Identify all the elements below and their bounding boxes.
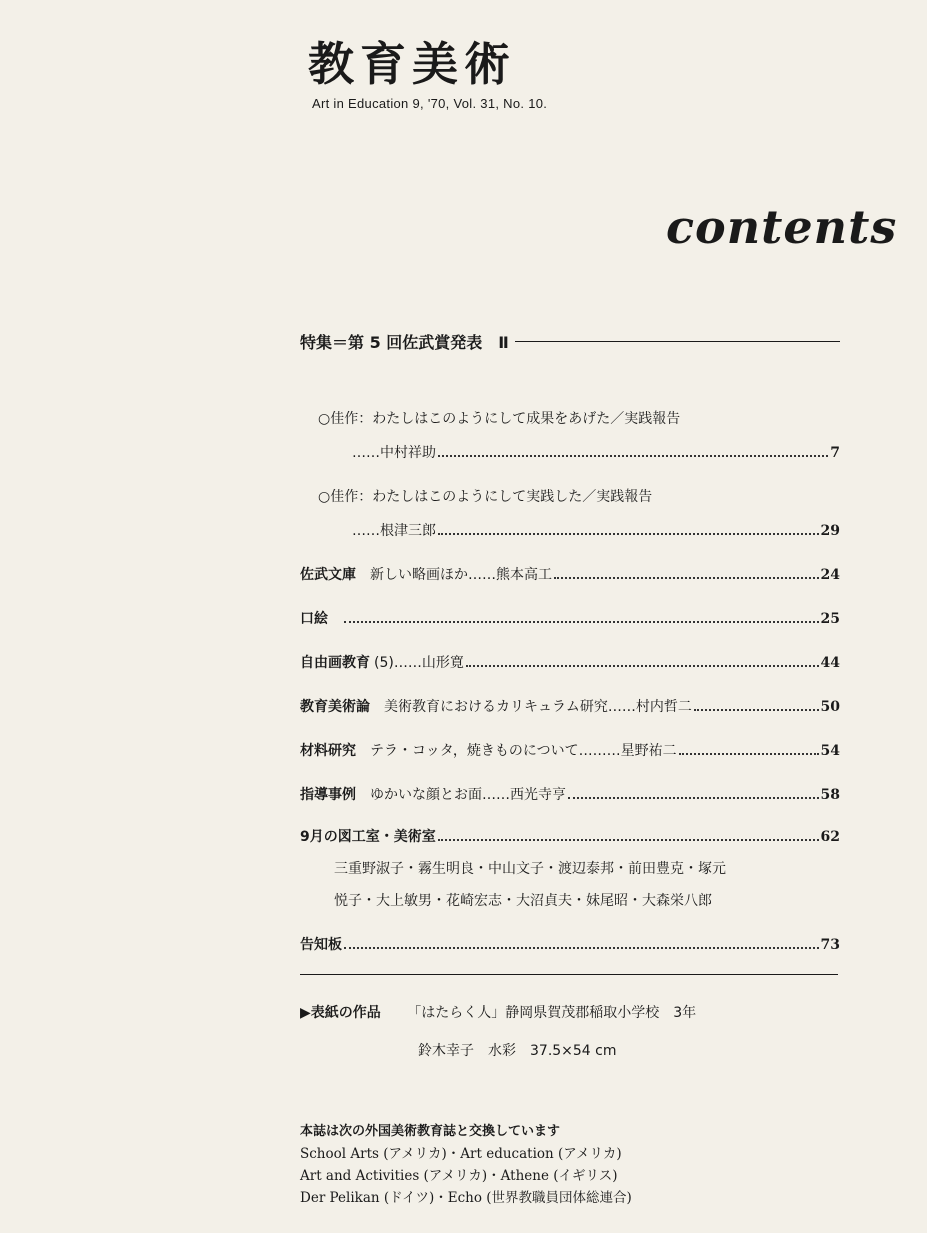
page-number: 62: [820, 829, 840, 845]
leader-dots: [344, 947, 819, 949]
toc-entry-shido: [300, 784, 840, 804]
toc-category: 材料研究: [300, 743, 356, 759]
leader-dots: [344, 621, 819, 623]
toc-text: (5)……山形寛: [374, 655, 464, 671]
toc-category: 告知板: [300, 937, 342, 953]
toc-category: 自由画教育: [300, 655, 370, 671]
page-number: 58: [820, 787, 840, 803]
toc-category: 教育美術論: [300, 699, 370, 715]
page-number: 24: [820, 567, 840, 583]
cover-line-2: 鈴木幸子 水彩 37.5×54 cm: [418, 1043, 617, 1059]
page-number: 54: [820, 743, 840, 759]
toc-entry-sabu-bunko: [300, 564, 840, 584]
leader-dots: [694, 709, 819, 711]
toc-category: 指導事例: [300, 787, 356, 803]
feature-header-text: 特集＝第 5 回佐武賞発表 Ⅱ: [300, 333, 509, 352]
issue-line: Art in Education 9, '70, Vol. 31, No. 10.: [312, 96, 548, 111]
page-number: 73: [820, 937, 840, 953]
feature-entry-2-author: ……根津三郎: [352, 523, 436, 539]
toc-category: 9月の図工室・美術室: [300, 829, 436, 845]
leader-dots: [554, 577, 819, 579]
toc-entry-bijutsuron: [300, 696, 840, 716]
feature-entry-1-author: ……中村祥助: [352, 445, 436, 461]
leader-dots: [438, 455, 828, 457]
toc-text: 新しい略画ほか……熊本高工: [370, 567, 552, 583]
cover-info: [300, 1002, 696, 1022]
page-number: 29: [820, 523, 840, 539]
toc-text: ゆかいな顔とお面……西光寺亨: [370, 787, 566, 803]
exchange-line-3: Der Pelikan (ドイツ)・Echo (世界教職員団体総連合): [300, 1190, 632, 1206]
toc-category: 佐武文庫: [300, 567, 356, 583]
exchange-line-1: School Arts (アメリカ)・Art education (アメリカ): [300, 1146, 622, 1162]
magazine-title: 教育美術: [308, 37, 516, 91]
contributors-line-2: 悦子・大上敏男・花崎宏志・大沼貞夫・妹尾昭・大森栄八郎: [334, 893, 712, 909]
leader-dots: [438, 533, 819, 535]
toc-entry-zairyo: [300, 740, 840, 760]
contents-heading: contents: [666, 200, 898, 254]
toc-text: 美術教育におけるカリキュラム研究……村内哲二: [384, 699, 692, 715]
page-number: 50: [820, 699, 840, 715]
page-number: 44: [820, 655, 840, 671]
cover-line-1: 「はたらく人」静岡県賀茂郡稲取小学校 3年: [407, 1005, 697, 1021]
exchange-line-2: Art and Activities (アメリカ)・Athene (イギリス): [300, 1168, 618, 1184]
toc-entry-zukoshitsu: [300, 826, 840, 846]
feature-header: [300, 330, 840, 353]
toc-text: テラ・コッタ，焼きものについて………星野祐二: [370, 743, 677, 759]
exchange-heading: 本誌は次の外国美術教育誌と交換しています: [300, 1124, 561, 1139]
cover-label: ▶表紙の作品: [300, 1005, 381, 1021]
feature-entry-2-author-row: [352, 520, 840, 540]
leader-dots: [679, 753, 819, 755]
feature-header-rule: [515, 341, 840, 342]
contributors-line-1: 三重野淑子・霧生明良・中山文子・渡辺泰邦・前田豊克・塚元: [334, 861, 726, 877]
toc-entry-jiyuga: [300, 652, 840, 672]
toc-category: 口絵: [300, 611, 328, 627]
feature-entry-2-title: ○佳作：わたしはこのようにして実践した／実践報告: [318, 489, 653, 505]
toc-entry-kokuchiban: [300, 934, 840, 954]
page-number: 25: [820, 611, 840, 627]
feature-entry-1-author-row: [352, 442, 840, 462]
leader-dots: [466, 665, 819, 667]
leader-dots: [438, 839, 819, 841]
page-number: 7: [830, 445, 840, 461]
feature-entry-1-title: ○佳作：わたしはこのようにして成果をあげた／実践報告: [318, 411, 681, 427]
leader-dots: [568, 797, 819, 799]
toc-entry-kuchie: [300, 608, 840, 628]
section-divider: [300, 974, 838, 975]
